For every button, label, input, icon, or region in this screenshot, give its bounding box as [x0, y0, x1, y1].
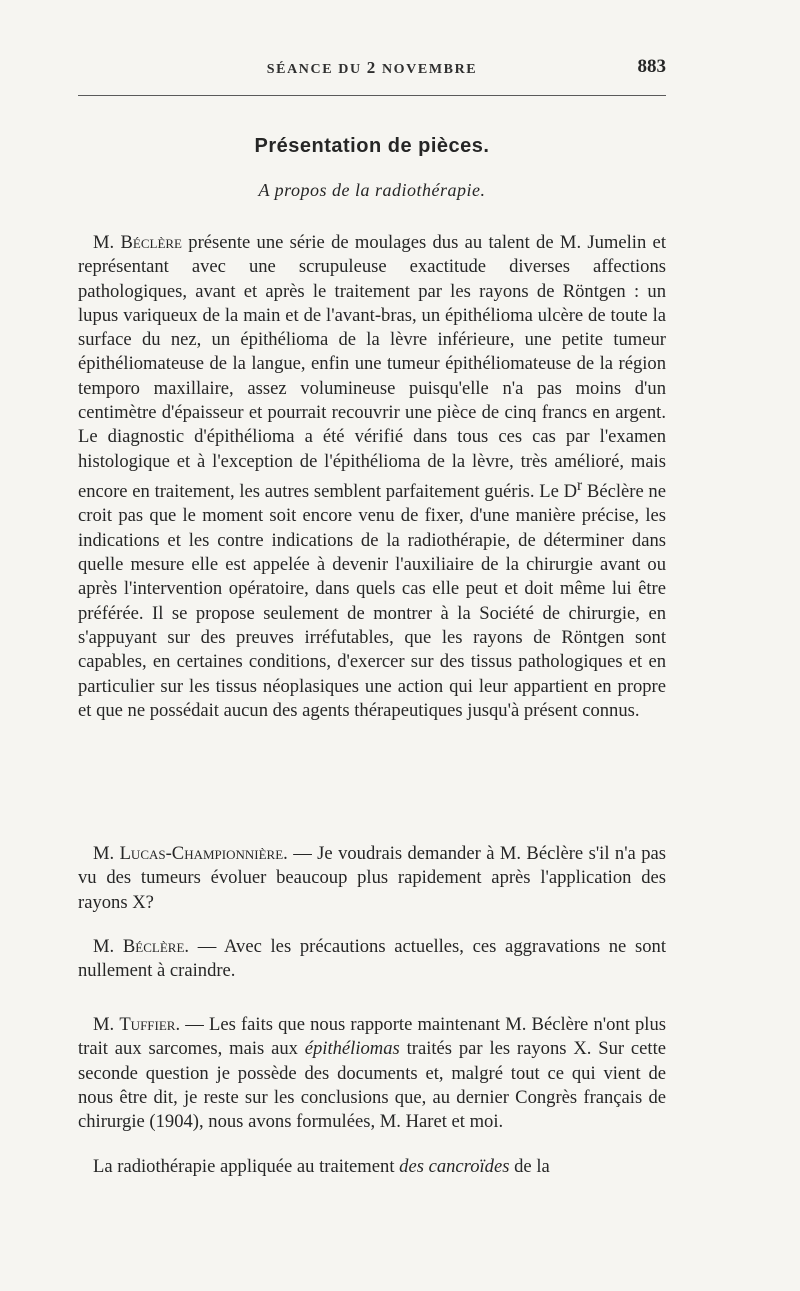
section-subtitle: A propos de la radiothérapie.: [258, 180, 486, 200]
speaker-lucas-championniere: Lucas-Championnière: [119, 843, 284, 864]
p3-text-b: . — Avec les précautions actuelles, ces aggravations ne sont nullement à craindre.: [78, 936, 666, 982]
running-title-num: 2: [366, 58, 377, 77]
paragraph-lucas-championniere: [78, 842, 666, 915]
p4-italic: épithéliomas: [304, 1038, 400, 1060]
p4-text-b: . — Les faits que nous rapporte maintenant M. Béclère n'ont plus trait aux sarcomes, mais aux: [78, 1014, 666, 1060]
speaker-tuffier: Tuffier: [119, 1014, 176, 1035]
paragraph-tuffier: [78, 1013, 666, 1134]
p1-sup: r: [577, 476, 583, 494]
header-rule: [78, 95, 666, 96]
paragraph-radiotherapie: [78, 1155, 666, 1179]
running-head: [78, 56, 666, 82]
speaker-beclere: Béclère: [120, 232, 182, 253]
section-title: Présentation de pièces.: [254, 135, 490, 157]
p2-text-b: . — Je voudrais demander à M. Béclère s'il n'a pas vu des tumeurs évoluer beaucoup plus rapidement après l'application des rayons X?: [78, 843, 666, 913]
p5-text-b: de la: [509, 1156, 550, 1177]
p4-text-a: M.: [93, 1014, 120, 1035]
p2-text-a: M.: [93, 843, 120, 864]
p5-italic: des cancroïdes: [399, 1156, 510, 1177]
running-title-pre: SÉANCE DU: [266, 62, 367, 77]
running-title: [78, 58, 666, 78]
page-number: 883: [637, 56, 666, 77]
paragraph-beclere-presentation: [78, 231, 666, 723]
p1-text-b: présente une série de moulages dus au talent de M. Jumelin et représentant avec une scrupuleuse exactitude diverses affections pathologiques, avant et après le traitement par les rayons de Röntgen : un lupus variqueux de la main et de l'avant-bras, un épithélioma ulcère de toute la surface du nez, un épithélioma de la lèvre inférieure, une petite tumeur épithéliomateuse de la langue, enfin une tumeur épithéliomateuse de la région temporo maxillaire, assez volumineuse puisqu'elle n'a pas moins d'un centimètre d'épaisseur et pourrait recouvrir une pièce de cinq francs en argent. Le diagnostic d'épithélioma a été vérifié dans tous ces cas par l'examen histologique et à l'exception de l'épithélioma de la lèvre, très amélioré, mais encore en traitement, les autres semblent parfaitement guéris. Le D: [78, 232, 666, 503]
p3-text-a: M.: [93, 936, 123, 957]
speaker-beclere-2: Béclère: [122, 936, 185, 957]
p4-text-c: traités par les rayons X. Sur cette seconde question je possède des documents et, malgré tout ce qui vient de nous être dit, je reste sur les conclusions que, au dernier Congrès français de chirurgie (1904), nous avons formulées, M. Haret et moi.: [78, 1038, 667, 1133]
p1-text-a: M.: [93, 232, 121, 253]
p1-text-c: Béclère ne croit pas que le moment soit encore venu de fixer, d'une manière précise, les indications et les contre indications de la radiothérapie, de déterminer dans quelle mesure elle est appelée à devenir l'auxiliaire de la chirurgie avant ou après l'intervention opératoire, dans quels cas elle peut et doit même lui être préférée. Il se propose seulement de montrer à la Société de chirurgie, en s'appuyant sur des preuves irréfutables, que les rayons de Röntgen sont capables, en certaines conditions, d'exercer sur des tissus pathologiques et en particulier sur les tissus néoplasiques une action qui leur appartient en propre et que ne possédait aucun des agents thérapeutiques jusqu'à présent connus.: [78, 481, 666, 721]
running-title-post: NOVEMBRE: [376, 62, 478, 77]
paragraph-beclere-reply: [78, 935, 666, 984]
p5-text-a: La radiothérapie appliquée au traitement: [93, 1156, 400, 1177]
